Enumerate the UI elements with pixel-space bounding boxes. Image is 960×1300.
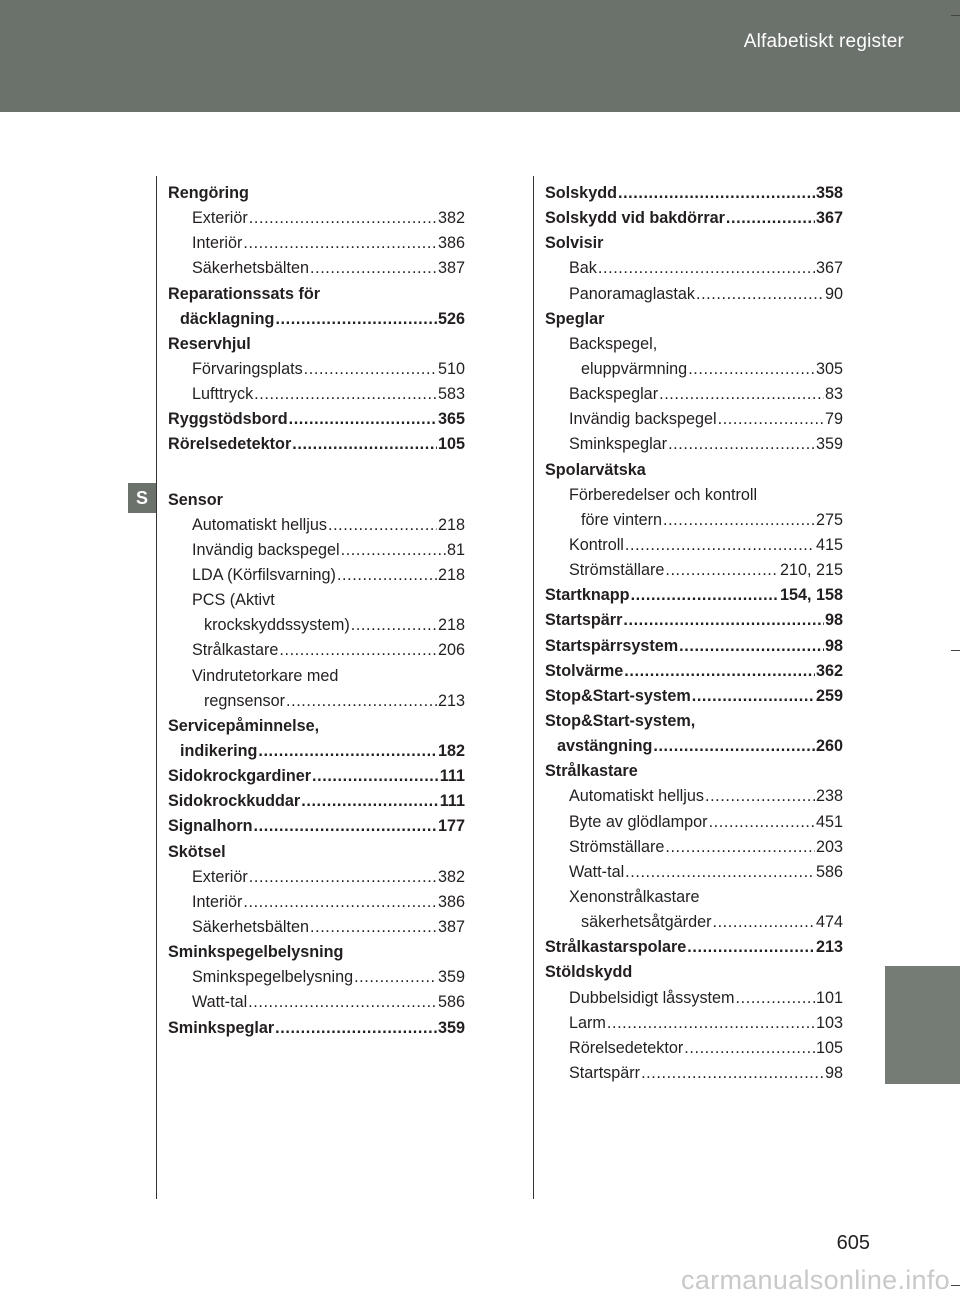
index-entry-label: Solvisir [545, 234, 604, 253]
index-entry-page: 367 [815, 209, 843, 228]
page-number: 605 [836, 1232, 870, 1254]
index-entry [545, 810, 843, 835]
dot-leader [736, 986, 815, 1011]
index-entry-label: Kontroll [569, 535, 624, 554]
index-entry-label: Säkerhetsbälten [192, 259, 309, 278]
index-entry-page: 213 [815, 938, 843, 957]
index-entry [168, 282, 465, 307]
header-bar [0, 0, 960, 112]
index-entry-page: 111 [439, 767, 465, 786]
index-entry [545, 608, 843, 633]
dot-leader [354, 965, 437, 990]
dot-leader [679, 634, 824, 659]
index-entry-label: Startspärr [569, 1063, 641, 1082]
dot-leader [312, 764, 439, 789]
index-entry [168, 890, 465, 915]
index-entry [545, 835, 843, 860]
crop-mark [951, 1285, 960, 1286]
index-entry-label: avstängning [557, 737, 653, 756]
index-entry-page: 182 [437, 741, 465, 760]
dot-leader [598, 256, 815, 281]
index-entry-page: 583 [437, 385, 465, 404]
page-title: Alfabetiskt register [743, 31, 904, 52]
index-entry-label: Stop&Start-system [545, 686, 691, 705]
index-entry-page: 382 [437, 867, 465, 886]
index-entry-label: eluppvärmning [581, 359, 688, 378]
index-entry-label: Xenonstrålkastare [569, 887, 700, 906]
index-entry-label: Strålkastare [545, 762, 638, 781]
index-entry-label: Stolvärme [545, 661, 624, 680]
index-entry-page: 98 [824, 1063, 843, 1082]
dot-leader [668, 432, 815, 457]
index-column-left [168, 181, 465, 1041]
dot-leader [310, 256, 437, 281]
index-entry-page: 367 [815, 259, 843, 278]
index-entry [545, 231, 843, 256]
index-entry [168, 714, 465, 739]
index-entry [168, 231, 465, 256]
index-entry-page: 105 [815, 1038, 843, 1057]
index-entry [545, 256, 843, 281]
index-entry-label: krockskyddssystem) [204, 616, 350, 635]
index-entry-label: Förvaringsplats [192, 359, 303, 378]
index-entry [168, 432, 465, 457]
index-entry-page: 101 [815, 988, 843, 1007]
index-entry-page: 386 [437, 234, 465, 253]
dot-leader [243, 231, 437, 256]
index-entry-label: Sminkspegelbelysning [168, 943, 344, 962]
dot-leader [275, 1016, 437, 1041]
index-entry-page: 386 [437, 892, 465, 911]
index-entry [545, 935, 843, 960]
index-entry-page: 526 [437, 309, 465, 328]
index-entry [545, 1061, 843, 1086]
index-entry-label: Stop&Start-system, [545, 711, 696, 730]
index-entry-page: 359 [437, 968, 465, 987]
dot-leader [692, 684, 815, 709]
index-entry [168, 307, 465, 332]
index-entry [545, 432, 843, 457]
index-entry-page: 98 [824, 636, 843, 655]
index-entry-label: Solskydd [545, 184, 617, 202]
dot-leader [310, 915, 437, 940]
index-entry [545, 709, 843, 734]
index-entry [168, 789, 465, 814]
index-entry [168, 865, 465, 890]
index-entry [168, 915, 465, 940]
index-entry [545, 407, 843, 432]
dot-leader [687, 935, 815, 960]
index-entry-page: 358 [815, 184, 843, 202]
dot-leader [709, 810, 815, 835]
index-entry [545, 458, 843, 483]
watermark: carmanualsonline.info [681, 1265, 950, 1295]
dot-leader [624, 659, 815, 684]
dot-leader [328, 513, 437, 538]
index-entry-page: 382 [437, 209, 465, 228]
index-entry-page: 81 [446, 540, 465, 559]
index-entry-page: 474 [815, 913, 843, 932]
index-entry-label: Rörelsedetektor [569, 1038, 684, 1057]
index-entry [168, 538, 465, 563]
index-entry-label: säkerhetsåtgärder [581, 913, 712, 932]
index-entry-label: Interiör [192, 234, 243, 253]
side-thumb-tab [885, 966, 960, 1084]
dot-leader [684, 1036, 815, 1061]
dot-leader [351, 613, 437, 638]
dot-leader [289, 407, 437, 432]
index-entry-page: 218 [437, 515, 465, 534]
index-entry-label: Exteriör [192, 867, 248, 886]
index-entry-page: 90 [824, 284, 843, 303]
index-entry-label: Dubbelsidigt låssystem [569, 988, 735, 1007]
index-entry-page: 451 [815, 812, 843, 831]
index-entry-label: Sensor [168, 490, 223, 509]
index-entry [545, 784, 843, 809]
dot-leader [254, 382, 437, 407]
index-entry-label: Invändig backspegel [569, 410, 717, 429]
index-entry-label: Backspeglar [569, 385, 659, 404]
dot-leader [718, 407, 824, 432]
dot-leader [618, 181, 815, 206]
dot-leader [659, 382, 824, 407]
index-entry-page: 210, 215 [779, 561, 843, 580]
index-entry-page: 510 [437, 359, 465, 378]
index-entry [545, 960, 843, 985]
index-entry-page: 359 [437, 1018, 465, 1037]
index-entry [545, 684, 843, 709]
dot-leader [292, 432, 437, 457]
index-entry-label: Rengöring [168, 184, 249, 202]
index-entry [545, 659, 843, 684]
index-entry-label: Lufttryck [192, 385, 254, 404]
dot-leader [665, 558, 779, 583]
index-entry [168, 256, 465, 281]
index-entry-label: Exteriör [192, 209, 248, 228]
index-entry-label: Servicepåminnelse, [168, 716, 320, 735]
dot-leader [665, 835, 815, 860]
dot-leader [258, 739, 437, 764]
dot-leader [623, 608, 824, 633]
index-entry-page: 305 [815, 359, 843, 378]
index-entry-label: Panoramaglastak [569, 284, 695, 303]
index-entry-label: PCS (Aktivt [192, 591, 275, 610]
index-entry-label: före vintern [581, 510, 662, 529]
index-entry [168, 689, 465, 714]
index-entry-label: Startspärrsystem [545, 636, 679, 655]
index-entry-label: Reparationssats för [168, 284, 321, 303]
dot-leader [625, 533, 815, 558]
index-entry-label: Solskydd vid bakdörrar [545, 209, 725, 228]
index-entry-page: 387 [437, 259, 465, 278]
index-entry [545, 181, 843, 206]
index-entry-page: 586 [437, 993, 465, 1012]
index-entry-label: Watt-tal [569, 862, 625, 881]
index-entry-label: Watt-tal [192, 993, 248, 1012]
index-entry [545, 734, 843, 759]
index-entry [168, 1016, 465, 1041]
middle-column-rule [533, 176, 534, 1199]
index-entry [545, 307, 843, 332]
index-entry-page: 154, 158 [779, 586, 843, 605]
index-entry-label: Reservhjul [168, 334, 251, 353]
index-entry-page: 259 [815, 686, 843, 705]
index-column-right [545, 181, 843, 1086]
index-entry [168, 764, 465, 789]
crop-mark [951, 15, 960, 16]
dot-leader [286, 689, 437, 714]
index-entry [168, 488, 465, 513]
index-entry-label: Startknapp [545, 586, 630, 605]
index-entry [545, 634, 843, 659]
dot-leader [304, 357, 437, 382]
index-entry [168, 965, 465, 990]
index-entry-label: Strålkastare [192, 641, 279, 660]
index-entry-label: Förberedelser och kontroll [569, 485, 758, 504]
dot-leader [726, 206, 815, 231]
index-entry-label: Signalhorn [168, 817, 253, 836]
index-entry [168, 990, 465, 1015]
index-entry [168, 382, 465, 407]
index-entry-label: Startspärr [545, 611, 623, 630]
index-entry [168, 513, 465, 538]
index-entry-page: 203 [815, 837, 843, 856]
index-entry-label: Strålkastarspolare [545, 938, 687, 957]
index-entry-label: Sminkspegelbelysning [192, 968, 354, 987]
index-entry-page: 206 [437, 641, 465, 660]
index-entry-label: Interiör [192, 892, 243, 911]
index-entry [545, 860, 843, 885]
index-entry-page: 83 [824, 385, 843, 404]
index-entry-label: Vindrutetorkare med [192, 666, 339, 685]
index-entry-label: indikering [180, 741, 258, 760]
index-entry [545, 1036, 843, 1061]
index-entry-page: 111 [439, 792, 465, 811]
index-entry-label: Sminkspeglar [168, 1018, 275, 1037]
dot-leader [641, 1061, 824, 1086]
dot-leader [249, 206, 437, 231]
index-entry [168, 206, 465, 231]
dot-leader [696, 282, 824, 307]
dot-leader [301, 789, 439, 814]
index-entry-label: Invändig backspegel [192, 540, 340, 559]
index-entry [168, 332, 465, 357]
dot-leader [688, 357, 815, 382]
index-entry [545, 885, 843, 910]
dot-leader [631, 583, 779, 608]
index-entry-label: Speglar [545, 309, 605, 328]
index-entry [168, 739, 465, 764]
dot-leader [275, 307, 437, 332]
index-entry [168, 814, 465, 839]
left-column-rule [156, 176, 157, 1199]
index-entry-page: 98 [824, 611, 843, 630]
section-letter-tab: S [128, 483, 156, 513]
index-entry-label: Stöldskydd [545, 963, 633, 982]
index-entry-page: 105 [437, 435, 465, 454]
index-entry [545, 910, 843, 935]
dot-leader [243, 890, 437, 915]
index-entry [545, 357, 843, 382]
dot-leader [337, 563, 437, 588]
index-entry [168, 613, 465, 638]
index-entry-page: 218 [437, 565, 465, 584]
index-entry [168, 940, 465, 965]
index-entry-label: Sminkspeglar [569, 435, 668, 454]
dot-leader [249, 865, 437, 890]
index-entry [168, 357, 465, 382]
index-entry-label: Automatiskt helljus [569, 787, 704, 806]
index-entry [545, 759, 843, 784]
index-entry-label: Skötsel [168, 842, 226, 861]
index-entry-label: Larm [569, 1013, 606, 1032]
index-entry-page: 387 [437, 917, 465, 936]
index-entry-label: Spolarvätska [545, 460, 646, 479]
index-entry [545, 508, 843, 533]
index-entry-page: 415 [815, 535, 843, 554]
index-entry-page: 365 [437, 410, 465, 429]
index-entry [545, 483, 843, 508]
index-entry-page: 260 [815, 737, 843, 756]
index-entry-label: däcklagning [180, 309, 275, 328]
index-entry-label: Strömställare [569, 837, 665, 856]
index-entry-label: Ryggstödsbord [168, 410, 288, 429]
index-entry [168, 840, 465, 865]
dot-leader [254, 814, 437, 839]
index-entry [545, 282, 843, 307]
index-entry-label: Strömställare [569, 561, 665, 580]
index-entry [545, 332, 843, 357]
index-entry [168, 638, 465, 663]
dot-leader [625, 860, 815, 885]
index-entry-page: 218 [437, 616, 465, 635]
index-entry [168, 181, 465, 206]
dot-leader [279, 638, 437, 663]
index-entry [545, 1011, 843, 1036]
index-entry [545, 558, 843, 583]
index-entry-label: Automatiskt helljus [192, 515, 327, 534]
index-entry-page: 362 [815, 661, 843, 680]
index-entry-page: 213 [437, 691, 465, 710]
dot-leader [341, 538, 446, 563]
index-entry-page: 103 [815, 1013, 843, 1032]
index-entry-page: 586 [815, 862, 843, 881]
dot-leader [712, 910, 815, 935]
index-entry [545, 206, 843, 231]
dot-leader [653, 734, 815, 759]
index-entry-page: 177 [437, 817, 465, 836]
dot-leader [607, 1011, 815, 1036]
dot-leader [705, 784, 815, 809]
index-entry-page: 359 [815, 435, 843, 454]
index-entry [168, 407, 465, 432]
dot-leader [663, 508, 815, 533]
index-entry-label: Bak [569, 259, 597, 278]
index-entry-page: 238 [815, 787, 843, 806]
index-entry [168, 664, 465, 689]
index-entry-label: Rörelsedetektor [168, 435, 292, 454]
index-entry-page: 79 [824, 410, 843, 429]
index-entry [545, 533, 843, 558]
index-entry [168, 563, 465, 588]
index-entry [545, 382, 843, 407]
index-entry-label: Sidokrockkuddar [168, 792, 301, 811]
index-entry [545, 986, 843, 1011]
index-entry-page: 275 [815, 510, 843, 529]
index-entry-label: Byte av glödlampor [569, 812, 708, 831]
index-entry-label: Sidokrockgardiner [168, 767, 312, 786]
index-entry [168, 588, 465, 613]
dot-leader [248, 990, 437, 1015]
index-entry-label: Säkerhetsbälten [192, 917, 309, 936]
index-entry-label: regnsensor [204, 691, 285, 710]
index-entry-label: Backspegel, [569, 334, 658, 353]
index-entry-label: LDA (Körfilsvarning) [192, 565, 336, 584]
crop-mark [951, 650, 960, 651]
index-entry [545, 583, 843, 608]
